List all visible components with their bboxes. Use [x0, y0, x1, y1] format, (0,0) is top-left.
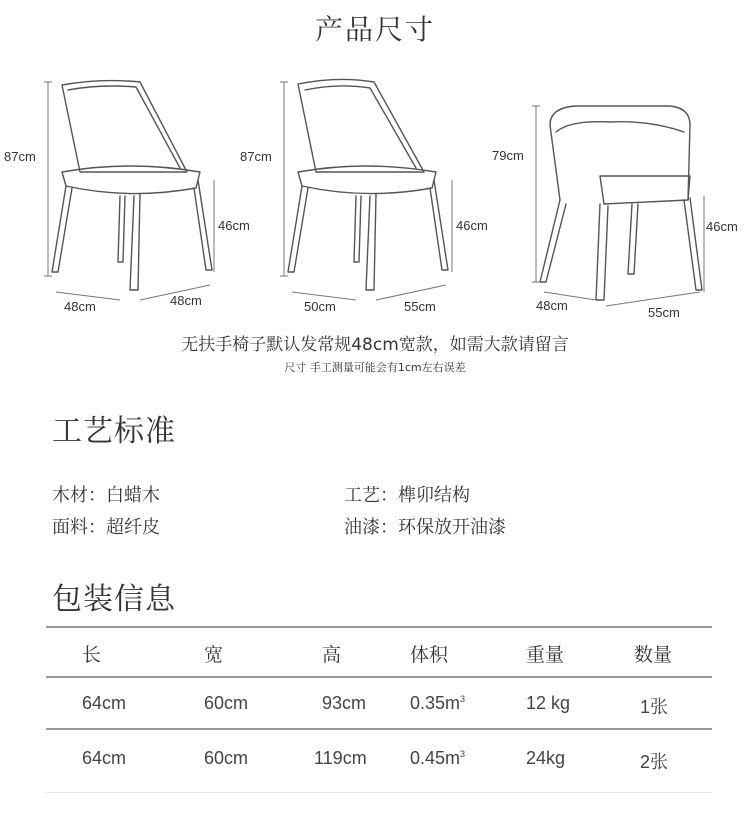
spec-process-value: 榫卯结构	[398, 485, 470, 506]
row2-length: 64cm	[82, 748, 127, 768]
spec-paint-label: 油漆：	[344, 517, 398, 538]
chair-dimension-diagram	[0, 70, 750, 330]
armchair-height-label: 79cm	[492, 148, 524, 163]
craft-heading: 工艺标准	[52, 414, 176, 449]
armchair-seat-height-label: 46cm	[706, 219, 738, 234]
row1-height: 93cm	[322, 693, 367, 713]
row1-volume	[410, 693, 465, 714]
row1-weight: 12 kg	[526, 693, 571, 713]
spec-process	[344, 481, 470, 507]
table-top-rule	[46, 626, 712, 628]
measure-note: 尺寸 手工测量可能会有1cm左右误差	[284, 361, 466, 374]
page-title: 产品尺寸	[314, 13, 435, 46]
row2-height: 119cm	[314, 748, 367, 768]
spec-process-label: 工艺：	[344, 485, 398, 506]
side-chair-2-illustration	[288, 79, 448, 290]
spec-fabric-label: 面料：	[52, 517, 106, 538]
packaging-heading: 包装信息	[52, 582, 176, 617]
table-row-rule	[46, 728, 712, 730]
spec-wood	[52, 481, 160, 507]
row2-volume-exponent: 3	[460, 749, 466, 759]
column-header-weight: 重量	[526, 644, 565, 666]
row1-quantity: 1张	[640, 697, 669, 717]
armchair-width-label: 48cm	[536, 298, 568, 313]
side-chair-1-illustration	[52, 81, 212, 290]
column-header-length: 长	[82, 644, 102, 666]
table-header-rule	[46, 676, 712, 678]
row1-volume-value: 0.35m	[410, 693, 461, 713]
chair2-depth-label: 55cm	[404, 299, 436, 314]
row2-volume-value: 0.45m	[410, 748, 461, 768]
chair1-depth-label: 48cm	[170, 293, 202, 308]
row1-length: 64cm	[82, 693, 127, 713]
spec-wood-value: 白蜡木	[106, 485, 160, 506]
column-header-width: 宽	[204, 644, 224, 666]
chair1-height-label: 87cm	[4, 149, 36, 164]
spec-fabric	[52, 513, 160, 539]
chair2-width-label: 50cm	[304, 299, 336, 314]
armchair-illustration	[540, 106, 702, 300]
table-bottom-rule	[46, 792, 712, 793]
chair2-height-label: 87cm	[240, 149, 272, 164]
row1-volume-exponent: 3	[460, 694, 466, 704]
row1-width: 60cm	[204, 693, 249, 713]
chair2-seat-height-label: 46cm	[456, 218, 488, 233]
armchair-depth-label: 55cm	[648, 305, 680, 320]
column-header-volume: 体积	[410, 644, 449, 666]
spec-wood-label: 木材：	[52, 485, 106, 506]
chair1-seat-height-label: 46cm	[218, 218, 250, 233]
size-note: 无扶手椅子默认发常规48cm宽款，如需大款请留言	[181, 335, 569, 355]
row2-weight: 24kg	[526, 748, 566, 768]
chair-diagram-svg	[0, 70, 750, 330]
row2-quantity: 2张	[640, 752, 669, 772]
spec-fabric-value: 超纤皮	[106, 517, 160, 538]
row2-volume	[410, 748, 465, 769]
chair1-width-label: 48cm	[64, 299, 96, 314]
column-header-height: 高	[322, 644, 342, 666]
row2-width: 60cm	[204, 748, 249, 768]
spec-paint-value: 环保放开油漆	[398, 517, 506, 538]
column-header-quantity: 数量	[634, 644, 673, 666]
spec-paint	[344, 513, 506, 539]
